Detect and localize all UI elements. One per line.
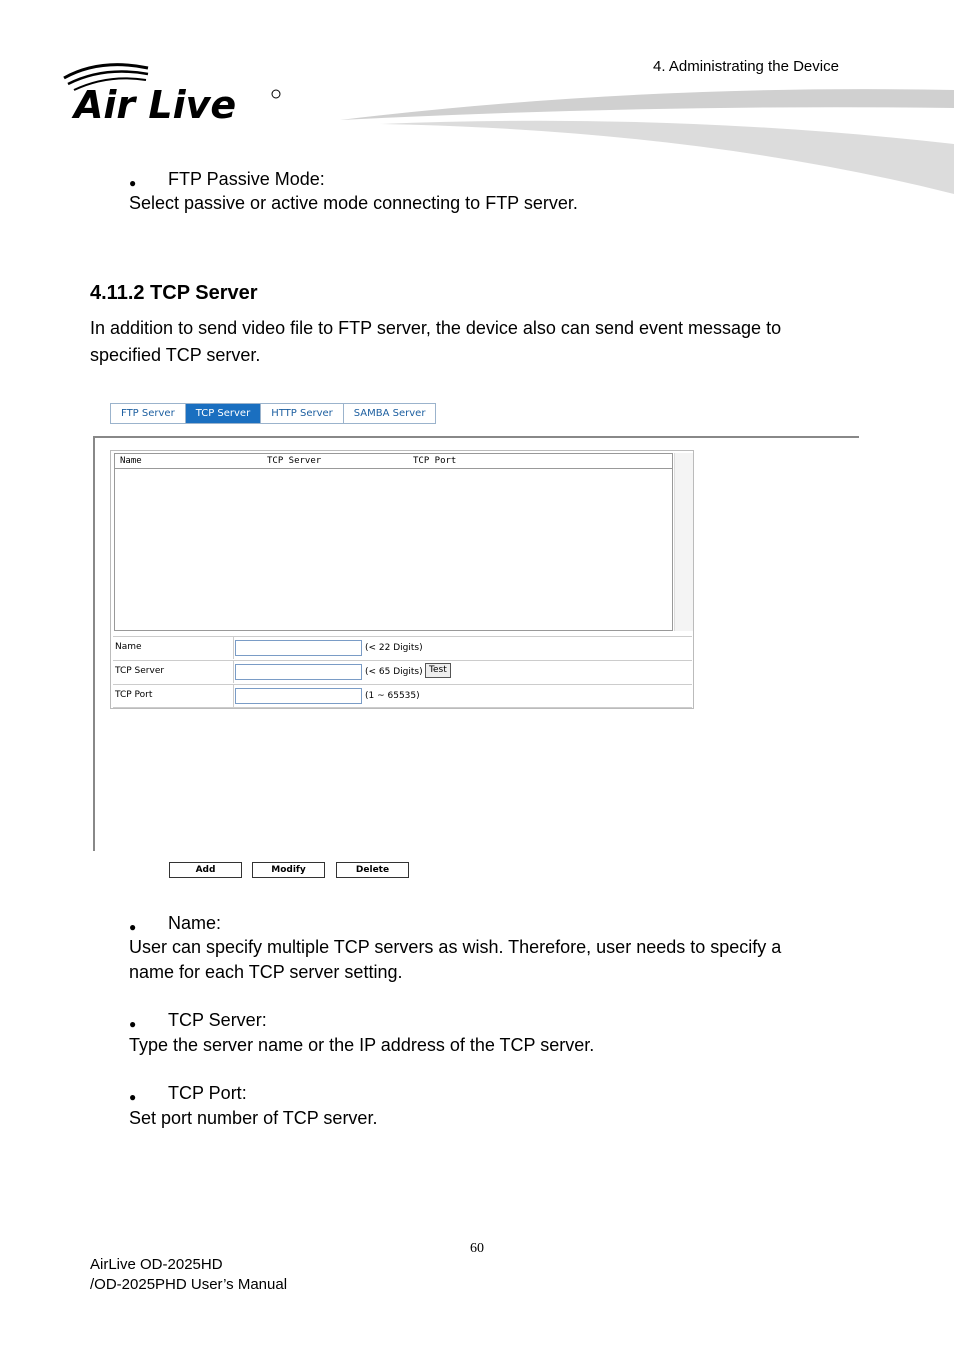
tab-tcp-server[interactable]: TCP Server [186, 404, 262, 423]
tcp-port-label: TCP Port [115, 690, 153, 700]
list-scrollbar[interactable] [674, 453, 693, 631]
bullet-dot: ● [129, 1017, 137, 1031]
bullet-server-line-1: Type the server name or the IP address of the TCP server. [129, 1035, 595, 1055]
name-label: Name [115, 642, 142, 652]
tcp-server-label: TCP Server [115, 666, 165, 676]
list-header [115, 454, 672, 469]
tcp-server-row [113, 660, 692, 683]
tcp-server-hint: (< 65 Digits) [365, 667, 423, 677]
add-button[interactable]: Add [169, 862, 242, 878]
section-heading: 4.11.2 TCP Server [90, 282, 258, 304]
tcp-server-input[interactable] [235, 664, 362, 680]
col-tcp-port: TCP Port [413, 456, 457, 466]
bullet-port-line-1: Set port number of TCP server. [129, 1108, 378, 1128]
tcp-port-input[interactable] [235, 688, 362, 704]
col-name: Name [120, 456, 142, 466]
intro-line-1: In addition to send video file to FTP server, the device also can send event message to [90, 318, 782, 338]
delete-button[interactable]: Delete [336, 862, 409, 878]
bullet-server-label: TCP Server: [168, 1010, 267, 1030]
tab-ftp-server[interactable]: FTP Server [111, 404, 186, 423]
ftp-passive-label: FTP Passive Mode: [168, 169, 325, 189]
bullet-name-label: Name: [168, 913, 222, 933]
footer-line-2: /OD-2025PHD User’s Manual [90, 1276, 288, 1293]
header-swoosh [340, 84, 954, 196]
name-hint: (< 22 Digits) [365, 643, 423, 653]
tcp-server-list[interactable] [114, 453, 673, 631]
airlive-logo [60, 60, 290, 130]
test-button[interactable]: Test [425, 663, 451, 678]
svg-text:Air Live: Air Live [74, 83, 237, 127]
modify-button[interactable]: Modify [252, 862, 325, 878]
server-tabs [110, 403, 436, 424]
name-row [113, 636, 692, 659]
bullet-name-line-2: name for each TCP server setting. [129, 962, 403, 982]
tab-http-server[interactable]: HTTP Server [261, 404, 344, 423]
tcp-port-hint: (1 ~ 65535) [365, 691, 420, 701]
bullet-dot: ● [129, 920, 137, 934]
bullet-port-label: TCP Port: [168, 1083, 247, 1103]
chapter-header: 4. Administrating the Device [653, 58, 839, 75]
footer [90, 1255, 287, 1295]
footer-line-1: AirLive OD-2025HD [90, 1256, 223, 1273]
bullet-dot: ● [129, 176, 137, 190]
page-number: 60 [470, 1241, 484, 1256]
tcp-port-row [113, 684, 692, 708]
bullet-name-line-1: User can specify multiple TCP servers as wish. Therefore, user needs to specify a [129, 937, 782, 957]
ftp-passive-description: Select passive or active mode connecting to FTP server. [129, 193, 578, 213]
name-input[interactable] [235, 640, 362, 656]
bullet-dot: ● [129, 1090, 137, 1104]
intro-line-2: specified TCP server. [90, 345, 261, 365]
tab-samba-server[interactable]: SAMBA Server [344, 404, 436, 423]
col-tcp-server: TCP Server [267, 456, 322, 466]
